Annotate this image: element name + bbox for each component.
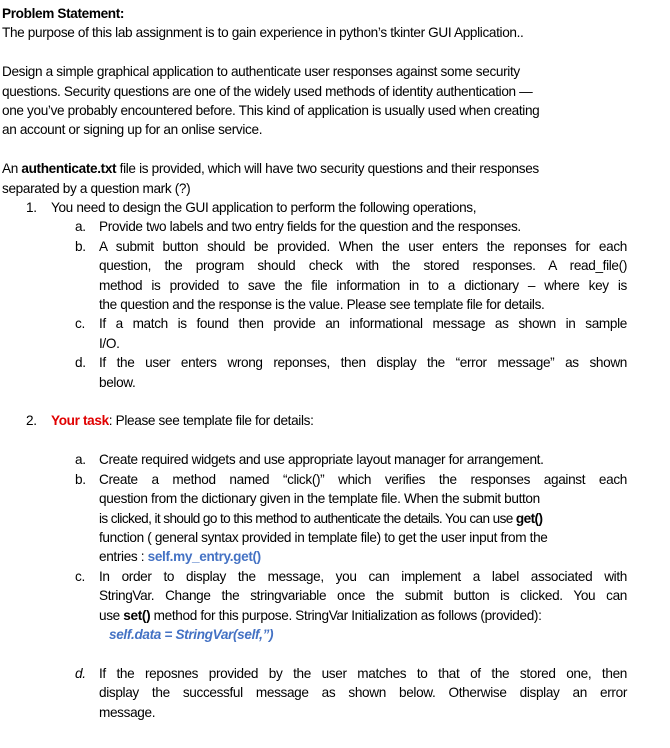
list-item-1a: a. Provide two labels and two entry fields for the question and the responses.: [2, 217, 627, 236]
list-letter: d.: [75, 355, 86, 371]
list-item-2b-cont: is clicked, it should go to this method to authenticate the details. You can use get(): [99, 510, 543, 526]
numbered-item-2: 2. Your task: Please see template file for details:: [2, 411, 666, 430]
list-item-1c-cont: I/O.: [99, 335, 120, 351]
list-item-2d-cont: message.: [99, 704, 156, 720]
list-letter: a.: [75, 219, 86, 235]
design-para-line: an account or signing up for an onlise service.: [2, 122, 263, 138]
get-method: get(): [515, 510, 543, 526]
list-item-2a: a. Create required widgets and use appropriate layout manager for arrangement.: [2, 450, 627, 469]
list-letter: b.: [75, 471, 86, 487]
list-letter: c.: [75, 568, 85, 584]
filename: authenticate.txt: [21, 161, 117, 177]
list-item-2b-cont: question from the dictionary given in the template file. When the submit button: [99, 491, 540, 507]
list-item-1b: b. A submit button should be provided. When the user enters the reponses for each: [2, 237, 627, 256]
list-item-1d-cont: below.: [99, 374, 136, 390]
design-para-line: questions. Security questions are one of the widely used methods of identity authentication —: [2, 83, 533, 99]
list-letter: b.: [75, 238, 86, 254]
list-item-1c: c. If a match is found then provide an informational message as shown in sample: [2, 314, 627, 333]
code-snippet-line: [2, 625, 637, 644]
list-item-1b-cont: the question and the response is the value. Please see template file for details.: [99, 297, 545, 313]
file-para-line: An authenticate.txt file is provided, which will have two security questions and their responses: [2, 161, 539, 177]
document-page: [2, 4, 666, 722]
list-number: 1.: [26, 200, 37, 216]
design-para-line: one you’ve probably encountered before. This kind of application is usually used when creating: [2, 103, 540, 119]
list-item-2b-cont: entries : self.my_entry.get(): [99, 549, 261, 565]
list-letter: a.: [75, 452, 86, 468]
set-method: set(): [123, 607, 151, 623]
code-snippet: self.data = StringVar(self,”): [109, 626, 274, 642]
code-snippet: self.my_entry.get(): [147, 549, 261, 565]
list-item-2b: b. Create a method named “click()” which verifies the responses against each: [2, 470, 627, 489]
design-para-line: Design a simple graphical application to authenticate user responses against some security: [2, 64, 520, 80]
list-item-1b-cont: method is provided to save the file information in to a dictionary – where key is: [99, 277, 627, 293]
list-item-2c: c. In order to display the message, you can implement a label associated with: [2, 567, 627, 586]
list-number: 2.: [26, 413, 37, 429]
list-item-1d: d. If the user enters wrong reponses, then display the “error message” as shown: [2, 353, 627, 372]
list-letter: d.: [75, 665, 86, 681]
section-heading: Problem Statement:: [2, 6, 125, 21]
numbered-item-1: 1. You need to design the GUI application to perform the following operations,: [2, 198, 666, 217]
list-item-1b-cont: question, the program should check with the stored responses. A read_file(): [99, 258, 627, 274]
task-label: Your task: [51, 413, 109, 429]
purpose-text: The purpose of this lab assignment is to gain experience in python’s tkinter GUI Application..: [2, 25, 524, 41]
list-item-2d: d. If the reposnes provided by the user matches to that of the stored one, then: [2, 664, 627, 683]
list-item-2d-cont: display the successful message as shown below. Otherwise display an error: [99, 685, 627, 701]
list-item-2c-cont: StringVar. Change the stringvariable once the submit button is clicked. You can: [99, 588, 627, 604]
file-para-line: separated by a question mark (?): [2, 180, 191, 196]
list-item-2b-cont: function ( general syntax provided in template file) to get the user input from the: [99, 529, 548, 545]
list-item-2c-cont: use set() method for this purpose. StringVar Initialization as follows (provided):: [99, 607, 542, 623]
list-letter: c.: [75, 316, 85, 332]
